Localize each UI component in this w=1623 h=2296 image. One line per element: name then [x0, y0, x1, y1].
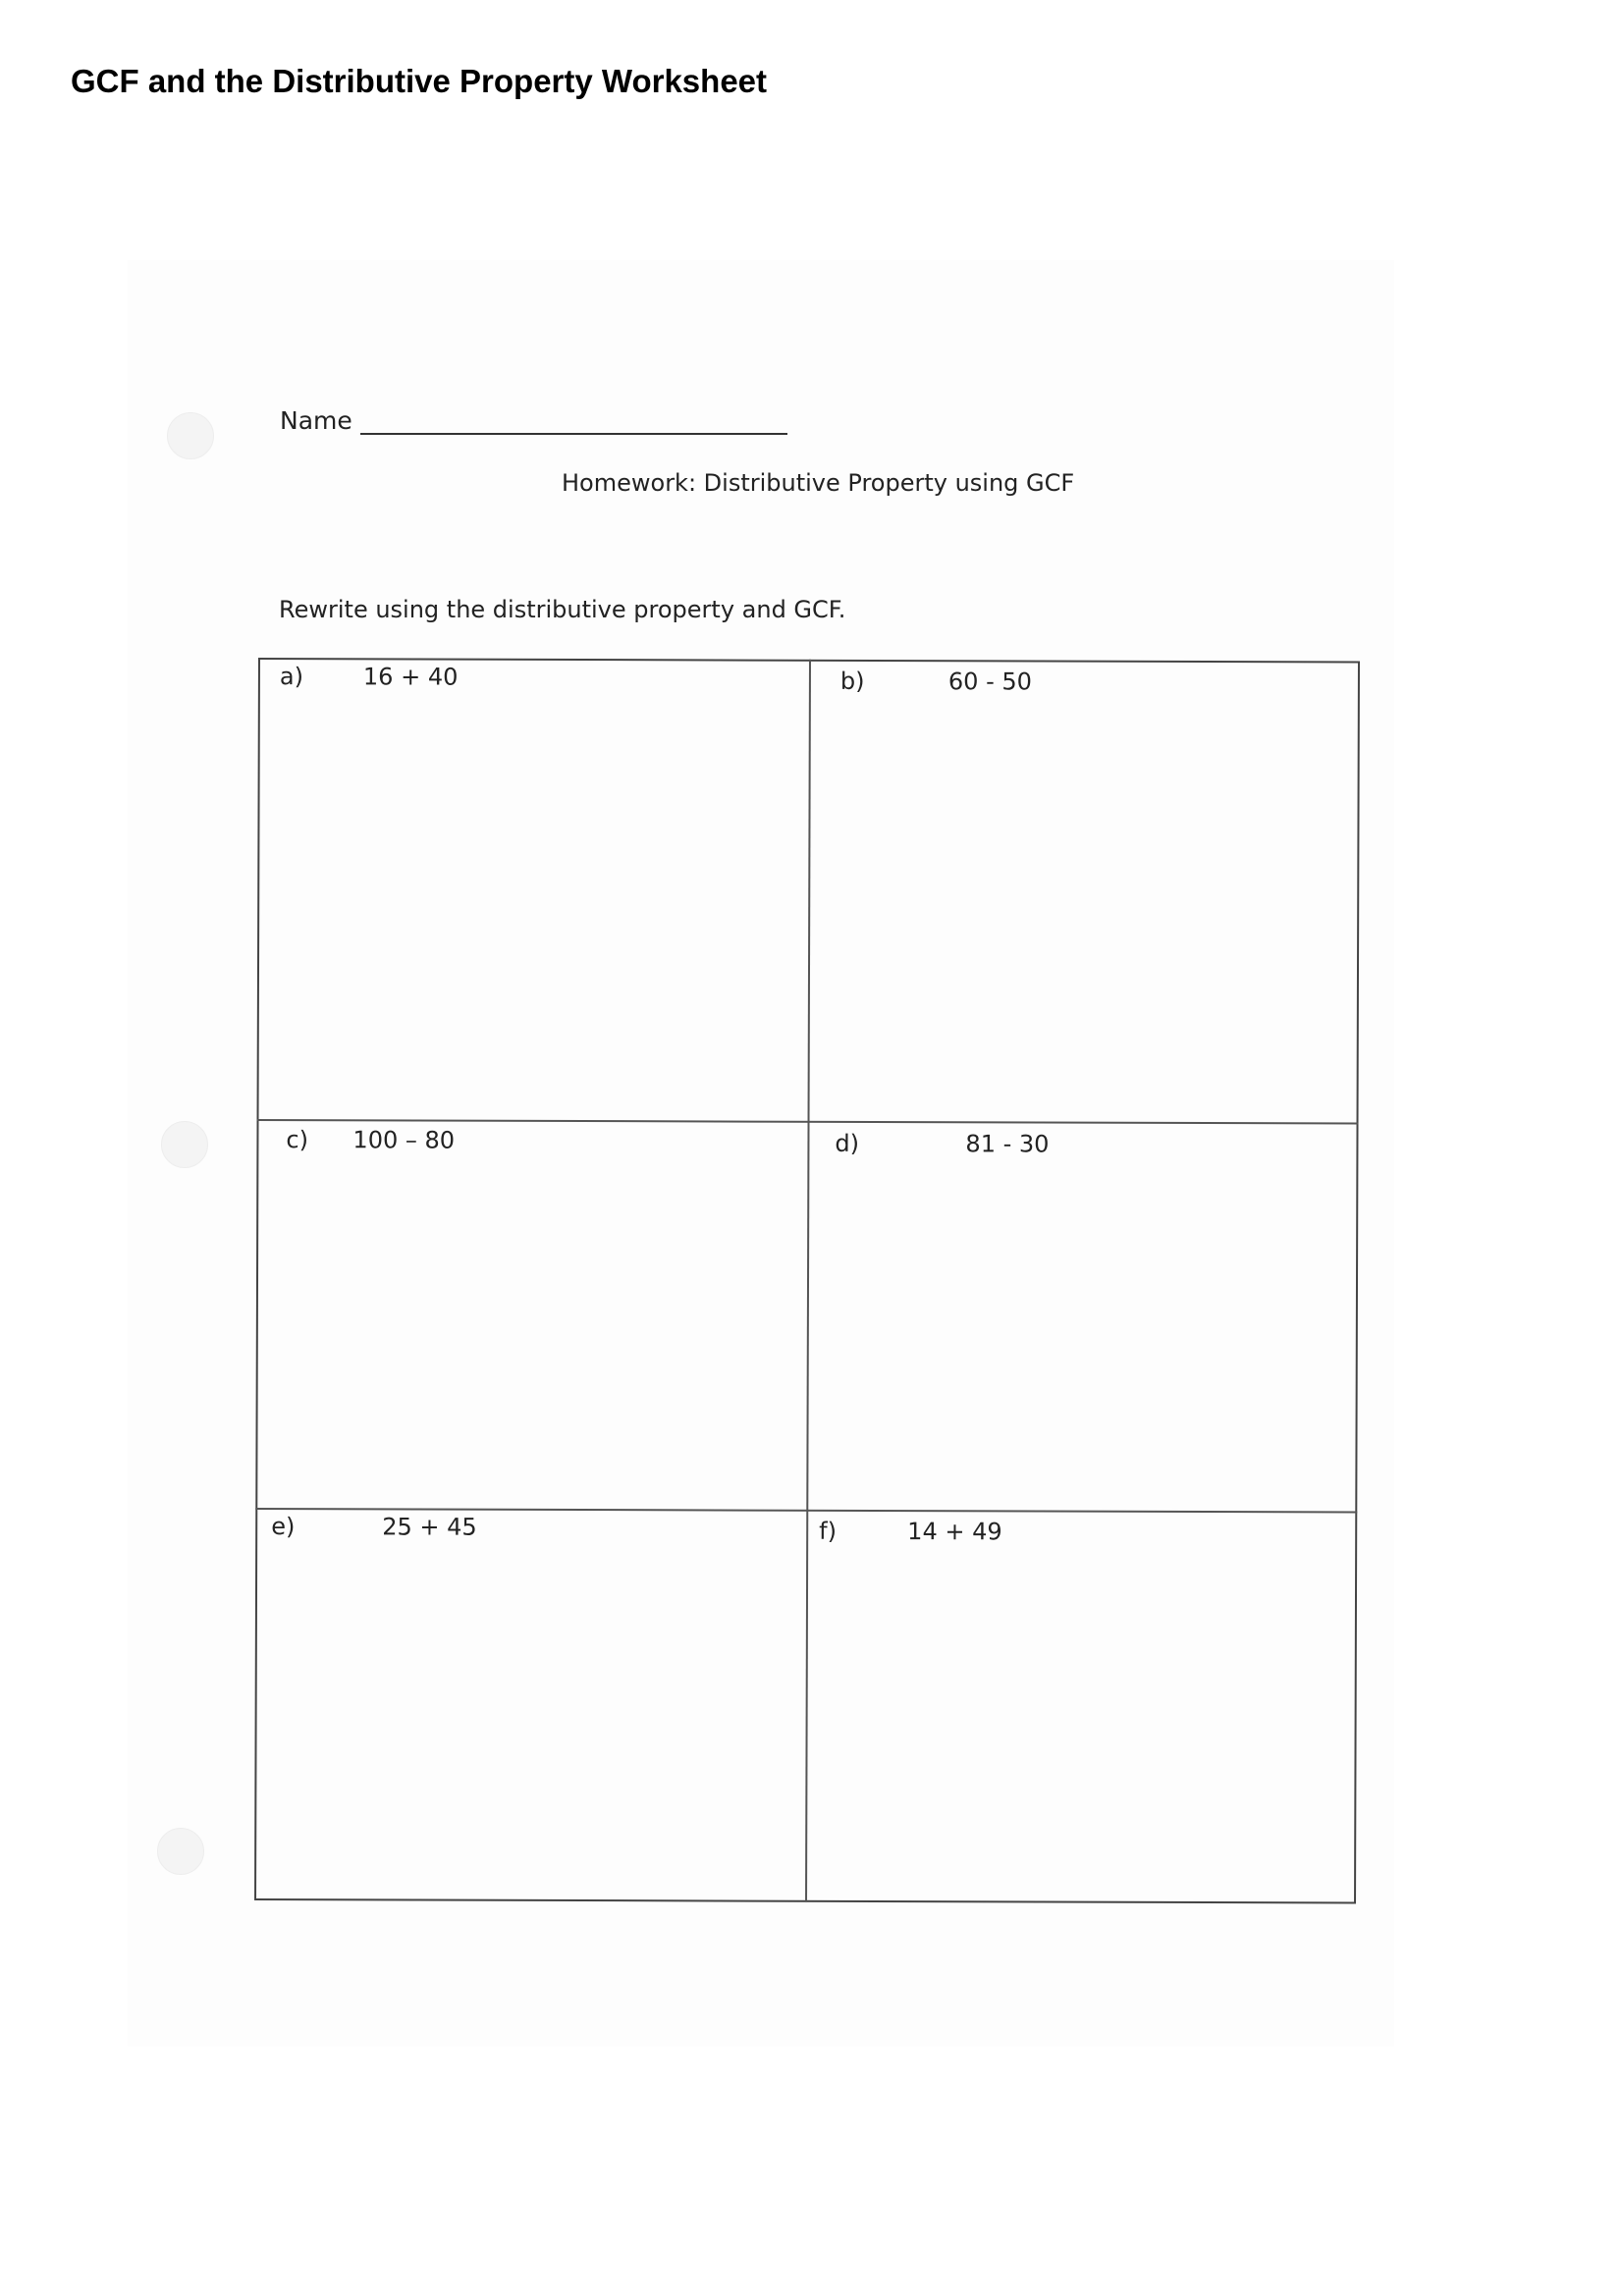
problem-expression: 25 + 45 [382, 1513, 477, 1541]
problem-label: a) [279, 663, 304, 691]
instructions: Rewrite using the distributive property and GCF. [279, 596, 846, 623]
problem-grid [254, 658, 1360, 1904]
punch-hole [161, 1121, 208, 1168]
name-blank-line[interactable] [360, 405, 787, 435]
name-label: Name [280, 406, 352, 435]
problem-expression: 100 – 80 [352, 1126, 456, 1154]
problem-expression: 81 - 30 [965, 1130, 1050, 1158]
problem-label: c) [286, 1126, 309, 1154]
problem-expression: 14 + 49 [907, 1518, 1002, 1546]
problem-expression: 16 + 40 [362, 663, 459, 691]
punch-hole [167, 412, 214, 459]
problem-label: d) [835, 1129, 860, 1157]
problem-label: b) [839, 667, 865, 695]
problem-label: e) [271, 1513, 296, 1541]
problem-label: f) [819, 1517, 838, 1545]
homework-heading: Homework: Distributive Property using GCF [562, 469, 1075, 497]
punch-hole [157, 1828, 204, 1875]
problem-expression: 60 - 50 [947, 667, 1032, 696]
page-title: GCF and the Distributive Property Worksheet [71, 63, 768, 99]
name-row [280, 405, 787, 435]
